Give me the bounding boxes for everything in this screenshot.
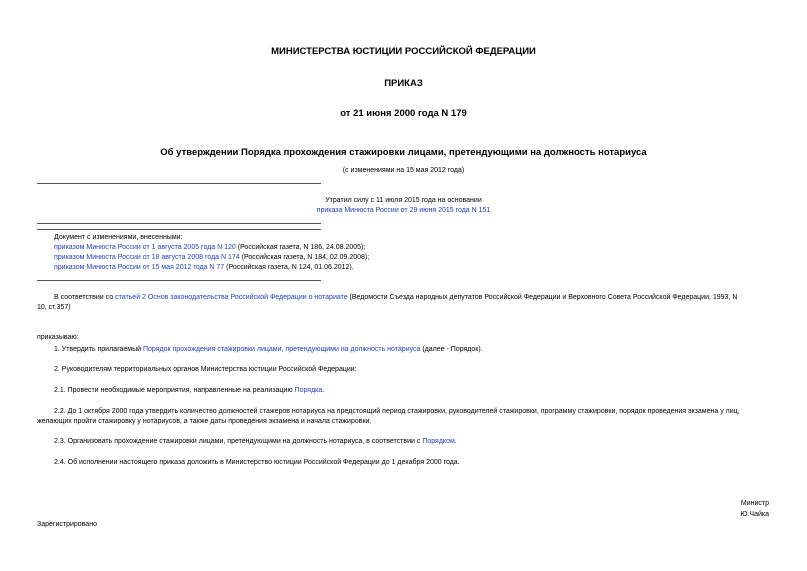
paragraph-2-1-post: . bbox=[322, 387, 325, 394]
amendment-source: (Российская газета, N 184, 02.09.2008); bbox=[239, 254, 370, 261]
paragraph-2-2 bbox=[37, 407, 777, 427]
registered-note: Зарегистрировано bbox=[37, 521, 97, 528]
preamble-line bbox=[37, 293, 777, 303]
signature-position: Министр bbox=[740, 500, 769, 507]
amendments-block bbox=[54, 233, 369, 273]
paragraph-2-3-pre: 2.3. Организовать прохождение стажировки лицами, претендующими на должность нотариуса, в соответствии с bbox=[54, 438, 423, 445]
amendment-source: (Российская газета, N 186, 24.08.2005); bbox=[235, 244, 366, 251]
procedure-link[interactable]: Порядка bbox=[294, 387, 323, 394]
amendments-heading: Документ с изменениями, внесенными: bbox=[54, 234, 183, 241]
paragraph-2-2-line: 2.2. До 1 октября 2000 года утвердить количество должностей стажеров нотариуса на предстоящий период стажировки, руководителей стажировки, программу стажировки, порядок проведения экзамена у лиц, bbox=[54, 408, 740, 415]
paragraph-2-2-line: желающих пройти стажировку у нотариусов, а также даты проведения экзамена и начала стажировки. bbox=[37, 418, 372, 425]
amendment-note: (с изменениями на 15 мая 2012 года) bbox=[342, 167, 465, 174]
divider bbox=[37, 183, 321, 184]
divider bbox=[37, 229, 321, 230]
status-line: Утратил силу с 11 июля 2015 года на основании bbox=[325, 197, 482, 204]
amendment-item bbox=[54, 263, 369, 273]
date-number: от 21 июня 2000 года N 179 bbox=[340, 108, 467, 119]
paragraph-2-1-pre: 2.1. Провести необходимые мероприятия, направленные на реализацию bbox=[54, 387, 295, 394]
doc-type-heading: ПРИКАЗ bbox=[384, 78, 423, 89]
amendment-link[interactable]: приказом Минюста России от 15 мая 2012 года N 77 bbox=[54, 264, 225, 271]
paragraph-2-3-post: . bbox=[454, 438, 457, 445]
status-block bbox=[0, 196, 807, 216]
paragraph-2-1 bbox=[54, 386, 324, 396]
preamble-pre: В соответствии со bbox=[54, 294, 116, 301]
amendment-item bbox=[54, 243, 369, 253]
preamble-post: (Ведомости Съезда народных депутатов Российской Федерации и Верховного Совета Российской Федерации, 1993, N bbox=[347, 294, 738, 301]
amendment-item bbox=[54, 253, 369, 263]
repeal-order-link[interactable]: приказа Минюста России от 29 июня 2015 года N 151 bbox=[316, 207, 491, 214]
paragraph-1-pre: 1. Утвердить прилагаемый bbox=[54, 346, 143, 353]
preamble bbox=[37, 293, 777, 313]
paragraph-2: 2. Руководителям территориальных органов Министерства юстиции Российской Федерации: bbox=[54, 366, 357, 373]
paragraph-1 bbox=[54, 345, 483, 355]
amendment-source: (Российская газета, N 124, 01.06.2012). bbox=[224, 264, 354, 271]
paragraph-2-4: 2.4. Об исполнении настоящего приказа доложить в Министерство юстиции Российской Федерации до 1 декабря 2000 года. bbox=[54, 459, 460, 466]
divider bbox=[37, 223, 321, 224]
amendment-link[interactable]: приказом Минюста России от 1 августа 2005 года N 120 bbox=[54, 244, 236, 251]
divider bbox=[37, 280, 321, 281]
paragraph-1-post: (далее - Порядок). bbox=[420, 346, 483, 353]
signature-name: Ю.Чайка bbox=[740, 511, 769, 518]
ministry-heading: МИНИСТЕРСТВА ЮСТИЦИИ РОССИЙСКОЙ ФЕДЕРАЦИИ bbox=[271, 46, 536, 57]
preamble-line: 10, ст.357) bbox=[37, 304, 71, 311]
order-word: приказываю: bbox=[37, 334, 79, 341]
paragraph-2-3 bbox=[54, 437, 457, 447]
procedure-link[interactable]: Порядком bbox=[422, 438, 455, 445]
procedure-link[interactable]: Порядок прохождения стажировки лицами, претендующими на должность нотариуса bbox=[142, 346, 421, 353]
amendment-link[interactable]: приказом Минюста России от 18 августа 2008 года N 174 bbox=[54, 254, 240, 261]
document-title: Об утверждении Порядка прохождения стажировки лицами, претендующими на должность нотариуса bbox=[160, 147, 647, 158]
law-link[interactable]: статьей 2 Основ законодательства Российской Федерации о нотариате bbox=[115, 294, 348, 301]
